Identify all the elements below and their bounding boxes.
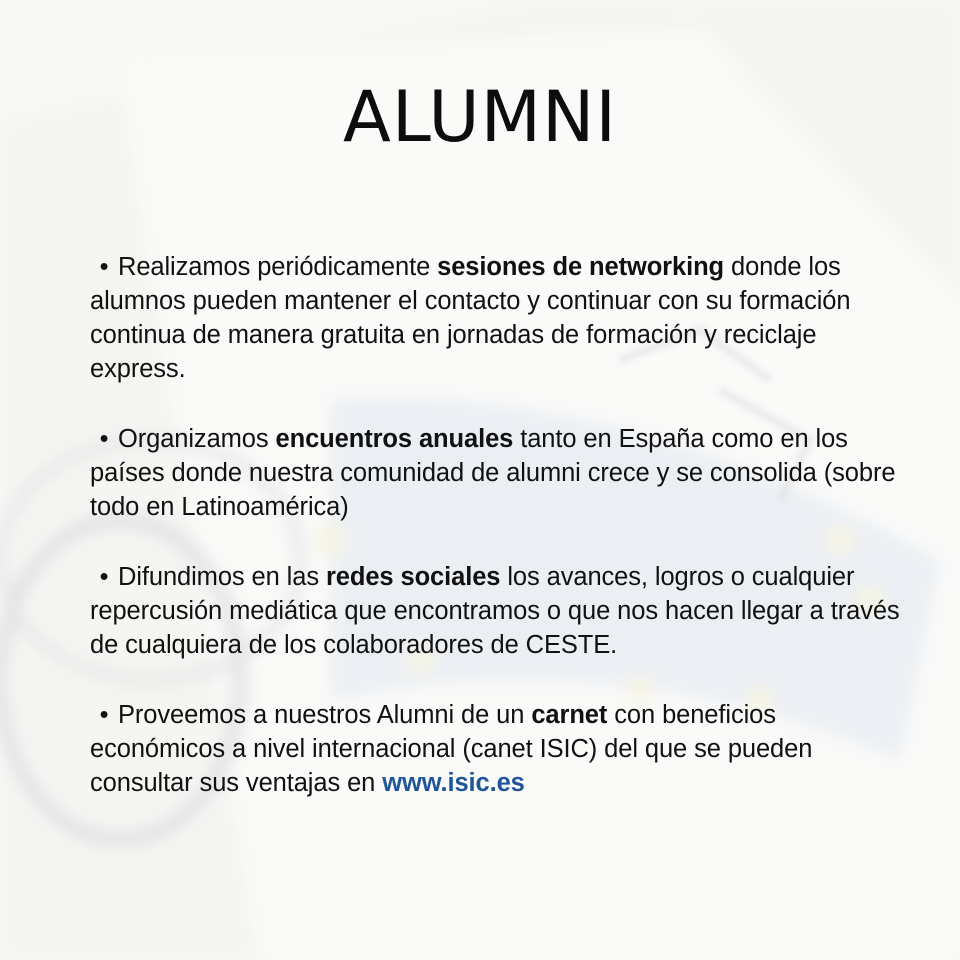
list-item [90, 560, 900, 662]
item-text: Realizamos periódicamente [118, 253, 438, 281]
bullet-icon: • [99, 701, 109, 729]
item-text: Proveemos a nuestros Alumni de un [118, 701, 532, 729]
item-text: Difundimos en las [118, 563, 326, 591]
page-title: ALUMNI [342, 76, 618, 158]
item-text: donde los alumnos pueden mantener el contacto y continuar con su formación continua de manera gratuita en jornadas de formación y reciclaje express. [90, 253, 851, 383]
item-text: tanto en España como en los países donde nuestra comunidad de alumni crece y se consolida (sobre todo en Latinoamérica) [90, 425, 896, 521]
bullet-icon: • [99, 253, 109, 281]
list-item [90, 422, 900, 524]
list-item [90, 698, 900, 800]
item-highlight: carnet [531, 701, 608, 729]
item-text: los avances, logros o cualquier repercusión mediática que encontramos o que nos hacen llegar a través de cualquiera de los colaboradores de CESTE. [90, 563, 900, 659]
isic-link[interactable]: www.isic.es [382, 769, 525, 797]
benefits-list [90, 250, 900, 836]
item-highlight: redes sociales [325, 563, 501, 591]
item-text: con beneficios económicos a nivel internacional (canet ISIC) del que se pueden consultar sus ventajas en [90, 701, 813, 797]
item-text: Organizamos [118, 425, 276, 453]
item-highlight: encuentros anuales [275, 425, 514, 453]
bullet-icon: • [99, 425, 109, 453]
bullet-icon: • [99, 563, 109, 591]
item-highlight: sesiones de networking [437, 253, 725, 281]
list-item [90, 250, 900, 386]
